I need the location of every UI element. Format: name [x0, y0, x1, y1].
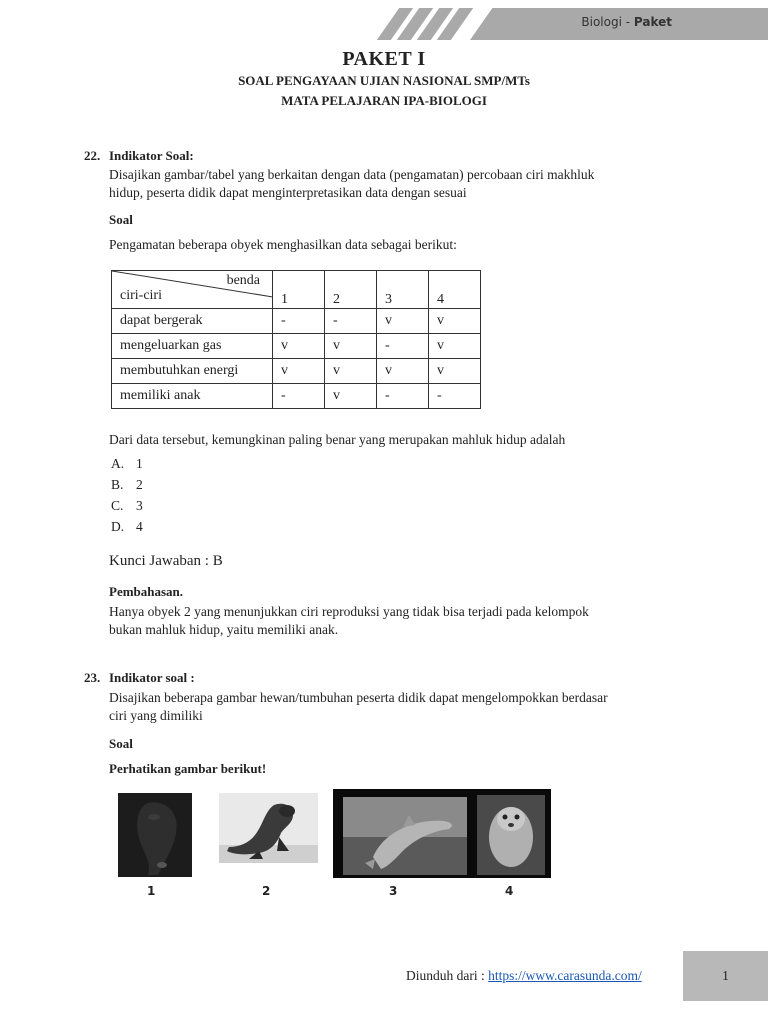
option-letter: C. [111, 498, 124, 513]
sea-lion-image [219, 793, 318, 863]
dolphin-image [343, 797, 467, 875]
pembahasan-text-line: bukan mahluk hidup, yaitu memiliki anak. [109, 622, 339, 637]
header-label: Biologi - Paket [581, 15, 672, 29]
column-header: 1 [273, 271, 325, 309]
column-header: 2 [325, 271, 377, 309]
dolphin-illustration [343, 797, 467, 875]
option-letter: B. [111, 477, 124, 492]
table-row [112, 334, 481, 359]
table-cell: v [273, 334, 325, 359]
table-cell: v [429, 309, 481, 334]
footer-link[interactable]: https://www.carasunda.com/ [488, 968, 642, 983]
answer-option [111, 477, 143, 493]
table-row [112, 309, 481, 334]
indikator-text-line: ciri yang dimiliki [109, 708, 203, 723]
image-label: 1 [147, 884, 156, 898]
soal-heading: Soal [109, 212, 133, 227]
indikator-text-line: Disajikan beberapa gambar hewan/tumbuhan peserta didik dapat mengelompokkan berdasar [109, 690, 608, 705]
row-label: memiliki anak [112, 384, 273, 409]
option-letter: D. [111, 519, 125, 534]
table-cell: v [377, 359, 429, 384]
question-text: Dari data tersebut, kemungkinan paling benar yang merupakan mahluk hidup adalah [109, 432, 566, 447]
answer-key: Kunci Jawaban : B [109, 553, 223, 569]
footer-source [406, 968, 642, 984]
table-cell: v [377, 309, 429, 334]
table-cell: - [273, 384, 325, 409]
table-cell: v [325, 384, 377, 409]
orca-image [118, 793, 192, 877]
row-group-label: ciri-ciri [120, 288, 162, 303]
question-number: 23. [84, 670, 101, 685]
photo-strip [333, 789, 551, 878]
page-subtitle-2: MATA PELAJARAN IPA-BIOLOGI [281, 93, 487, 108]
image-label: 2 [262, 884, 271, 898]
option-text: 4 [136, 519, 143, 534]
option-text: 2 [136, 477, 143, 492]
page-number: 1 [683, 951, 768, 1001]
indikator-text-line: Disajikan gambar/tabel yang berkaitan dengan data (pengamatan) percobaan ciri makhluk [109, 167, 595, 182]
table-cell: - [377, 384, 429, 409]
indikator-text-line: hidup, peserta didik dapat menginterpretasikan data dengan sesuai [109, 185, 467, 200]
image-label: 4 [505, 884, 514, 898]
indikator-heading: Indikator soal : [109, 670, 195, 685]
seal-image [477, 795, 545, 875]
table-cell: - [377, 334, 429, 359]
table-row [112, 384, 481, 409]
table-cell: v [429, 359, 481, 384]
instruction-text: Perhatikan gambar berikut! [109, 761, 267, 776]
answer-option [111, 519, 143, 535]
table-cell: - [273, 309, 325, 334]
table-cell: - [325, 309, 377, 334]
page-subtitle: SOAL PENGAYAAN UJIAN NASIONAL SMP/MTs [238, 73, 530, 88]
column-header: 4 [429, 271, 481, 309]
row-label: membutuhkan energi [112, 359, 273, 384]
table-corner-cell [112, 271, 273, 309]
seal-illustration [477, 795, 545, 875]
table-cell: v [325, 334, 377, 359]
footer-prefix: Diunduh dari : [406, 968, 489, 983]
column-group-label: benda [226, 273, 260, 288]
answer-option [111, 456, 143, 472]
question-number: 22. [84, 148, 101, 163]
option-text: 3 [136, 498, 143, 513]
row-label: mengeluarkan gas [112, 334, 273, 359]
page-title: PAKET I [342, 48, 426, 70]
column-header: 3 [377, 271, 429, 309]
option-letter: A. [111, 456, 125, 471]
image-label: 3 [389, 884, 398, 898]
table-cell: v [273, 359, 325, 384]
table-cell: v [429, 334, 481, 359]
soal-heading: Soal [109, 736, 133, 751]
row-label: dapat bergerak [112, 309, 273, 334]
observation-table [111, 270, 481, 409]
table-row [112, 359, 481, 384]
table-cell: v [325, 359, 377, 384]
pembahasan-text-line: Hanya obyek 2 yang menunjukkan ciri reproduksi yang tidak bisa terjadi pada kelompok [109, 604, 589, 619]
soal-intro: Pengamatan beberapa obyek menghasilkan data sebagai berikut: [109, 237, 457, 252]
orca-silhouette [118, 793, 192, 877]
table-cell: - [429, 384, 481, 409]
pembahasan-heading: Pembahasan. [109, 584, 184, 599]
sea-lion-illustration [219, 793, 318, 863]
indikator-heading: Indikator Soal: [109, 148, 194, 163]
answer-option [111, 498, 143, 514]
option-text: 1 [136, 456, 143, 471]
